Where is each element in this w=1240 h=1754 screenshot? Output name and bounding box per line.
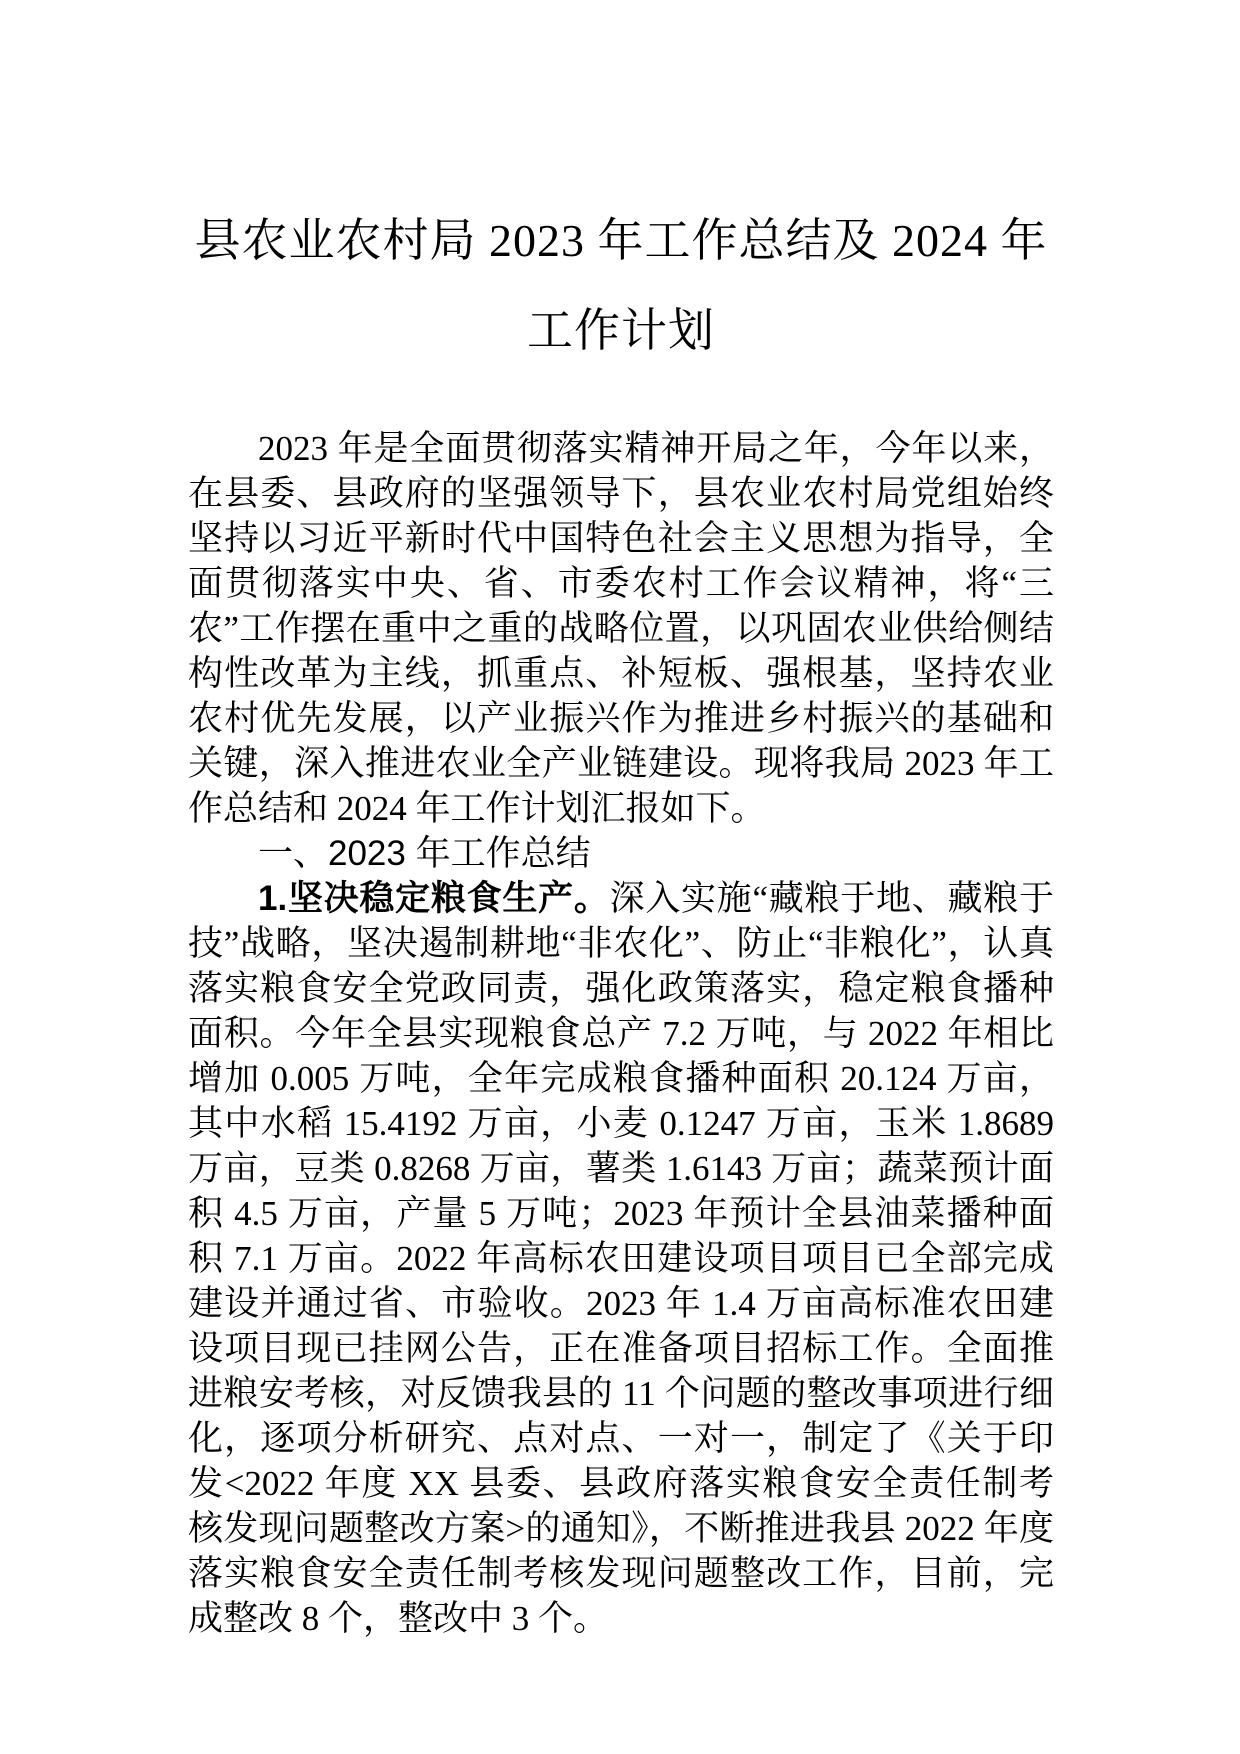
grain-production-paragraph [188, 876, 1054, 1641]
document-title-line-2: 工作计划 [527, 305, 715, 356]
grain-production-paragraph-lead: 1.坚决稳定粮食生产。 [258, 879, 610, 918]
document-title-line-1: 县农业农村局 2023 年工作总结及 2024 年 [194, 215, 1048, 266]
grain-production-paragraph-text: 深入实施“藏粮于地、藏粮于技”战略，坚决遏制耕地“非农化”、防止“非粮化”，认真落实粮食安全党政同责，强化政策落实，稳定粮食播种面积。今年全县实现粮食总产 7.2 万吨，与 2022 年相比增加 0.005 万吨，全年完成粮食播种面积 20.124 万亩，其中水稻 15.4192 万亩，小麦 0.1247 万亩，玉米 1.8689 万亩，豆类 0.8268 万亩，薯类 1.6143 万亩；蔬菜预计面积 4.5 万亩，产量 5 万吨；2023 年预计全县油菜播种面积 7.1 万亩。2022 年高标农田建设项目项目已全部完成建设并通过省、市验收。2023 年 1.4 万亩高标准农田建设项目现已挂网公告，正在准备项目招标工作。全面推进粮安考核，对反馈我县的 11 个问题的整改事项进行细化，逐项分析研究、点对点、一对一，制定了《关于印发<2022 年度 XX 县委、县政府落实粮食安全责任制考核发现问题整改方案>的通知》，不断推进我县 2022 年度落实粮食安全责任制考核发现问题整改工作，目前，完成整改 8 个，整改中 3 个。 [188, 879, 1054, 1638]
intro-paragraph: 2023 年是全面贯彻落实精神开局之年，今年以来，在县委、县政府的坚强领导下，县农业农村局党组始终坚持以习近平新时代中国特色社会主义思想为指导，全面贯彻落实中央、省、市委农村工作会议精神，将“三农”工作摆在重中之重的战略位置，以巩固农业供给侧结构性改革为主线，抓重点、补短板、强根基，坚持农业农村优先发展，以产业振兴作为推进乡村振兴的基础和关键，深入推进农业全产业链建设。现将我局 2023 年工作总结和 2024 年工作计划汇报如下。 [188, 429, 1054, 828]
document-title [188, 196, 1054, 376]
section-heading-2023-work-summary: 一、2023 年工作总结 [258, 834, 591, 873]
